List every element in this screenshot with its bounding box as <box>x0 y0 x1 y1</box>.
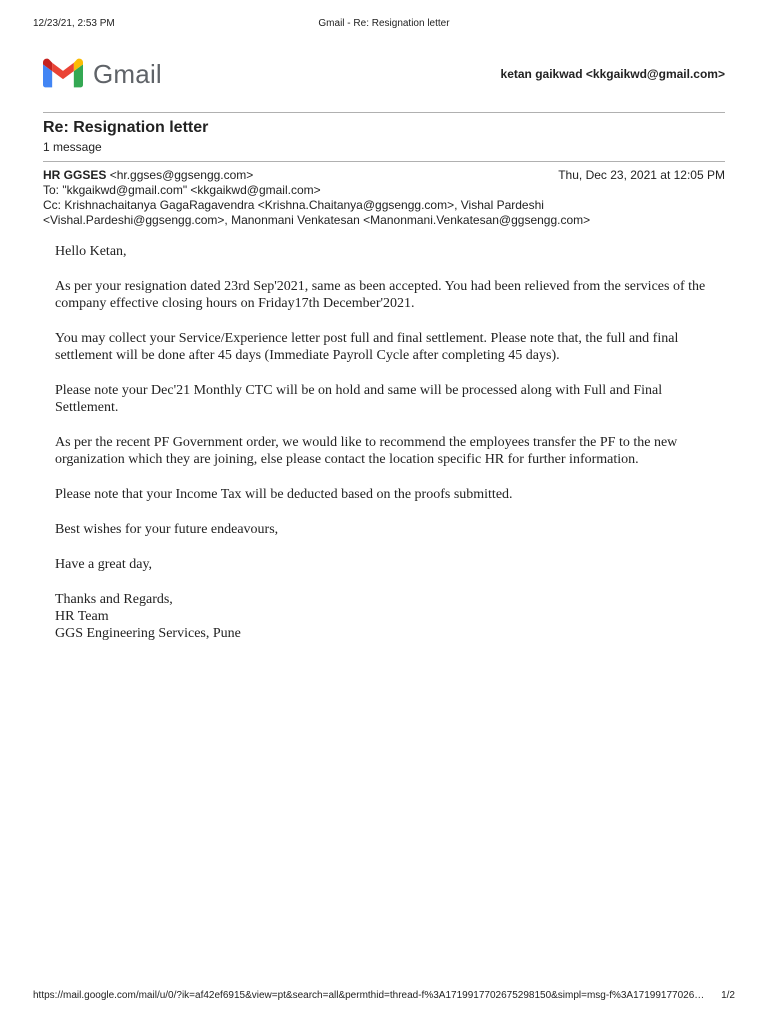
gmail-logo[interactable] <box>43 58 162 90</box>
sent-datetime: Thu, Dec 23, 2021 at 12:05 PM <box>558 168 725 182</box>
from-line <box>43 168 725 183</box>
print-datetime: 12/23/21, 2:53 PM <box>33 18 115 29</box>
thread-subject: Re: Resignation letter <box>43 119 209 136</box>
body-paragraph: Have a great day, <box>55 557 153 572</box>
account-identity: ketan gaikwad <kkgaikwd@gmail.com> <box>500 67 725 81</box>
print-page-title: Gmail - Re: Resignation letter <box>318 18 450 29</box>
cc-line-2: <Vishal.Pardeshi@ggsengg.com>, Manonmani Venkatesan <Manonmani.Venkatesan@ggsengg.com> <box>43 213 591 227</box>
signature-line: GGS Engineering Services, Pune <box>55 626 241 641</box>
signature-block <box>55 591 716 642</box>
gmail-wordmark: Gmail <box>93 58 162 89</box>
page-number: 1/2 <box>721 990 735 1001</box>
sender-name: HR GGSES <box>43 168 107 182</box>
body-paragraph: You may collect your Service/Experience letter post full and final settlement. Please note that, the full and final settlement will be done after 45 days (Immediate Payroll Cycle after completing 45 days). <box>55 331 679 363</box>
body-paragraph: As per the recent PF Government order, we would like to recommend the employees transfer the PF to the new organization which they are joining, else please contact the location specific HR for further information. <box>55 435 678 467</box>
thread-divider <box>43 161 725 162</box>
message-count: 1 message <box>43 140 102 154</box>
signature-line: Thanks and Regards, <box>55 592 173 607</box>
gmail-m-icon <box>43 58 83 90</box>
body-paragraph: Please note that your Income Tax will be deducted based on the proofs submitted. <box>55 487 513 502</box>
logo-row <box>43 56 725 96</box>
message-body <box>55 243 716 660</box>
message-header <box>43 168 725 228</box>
page-url: https://mail.google.com/mail/u/0/?ik=af42ef6915&view=pt&search=all&permthid=thread-f%3A1719917702675298150&simpl=msg-f%3A17199177026… <box>33 990 705 1001</box>
print-footer <box>33 990 735 1004</box>
body-paragraph: Best wishes for your future endeavours, <box>55 522 279 537</box>
cc-line-1: Cc: Krishnachaitanya GagaRagavendra <Krishna.Chaitanya@ggsengg.com>, Vishal Pardeshi <box>43 198 544 212</box>
body-paragraph: Please note your Dec'21 Monthly CTC will be on hold and same will be processed along with Full and Final Settlement. <box>55 383 663 415</box>
to-line: To: "kkgaikwd@gmail.com" <kkgaikwd@gmail.com> <box>43 183 321 197</box>
sender-email: <hr.ggses@ggsengg.com> <box>109 168 254 182</box>
signature-line: HR Team <box>55 609 109 624</box>
print-header <box>33 18 735 32</box>
body-paragraph: As per your resignation dated 23rd Sep'2021, same as been accepted. You had been relieved from the services of the company effective closing hours on Friday17th December'2021. <box>55 279 706 311</box>
header-divider <box>43 112 725 113</box>
body-paragraph: Hello Ketan, <box>55 244 127 259</box>
